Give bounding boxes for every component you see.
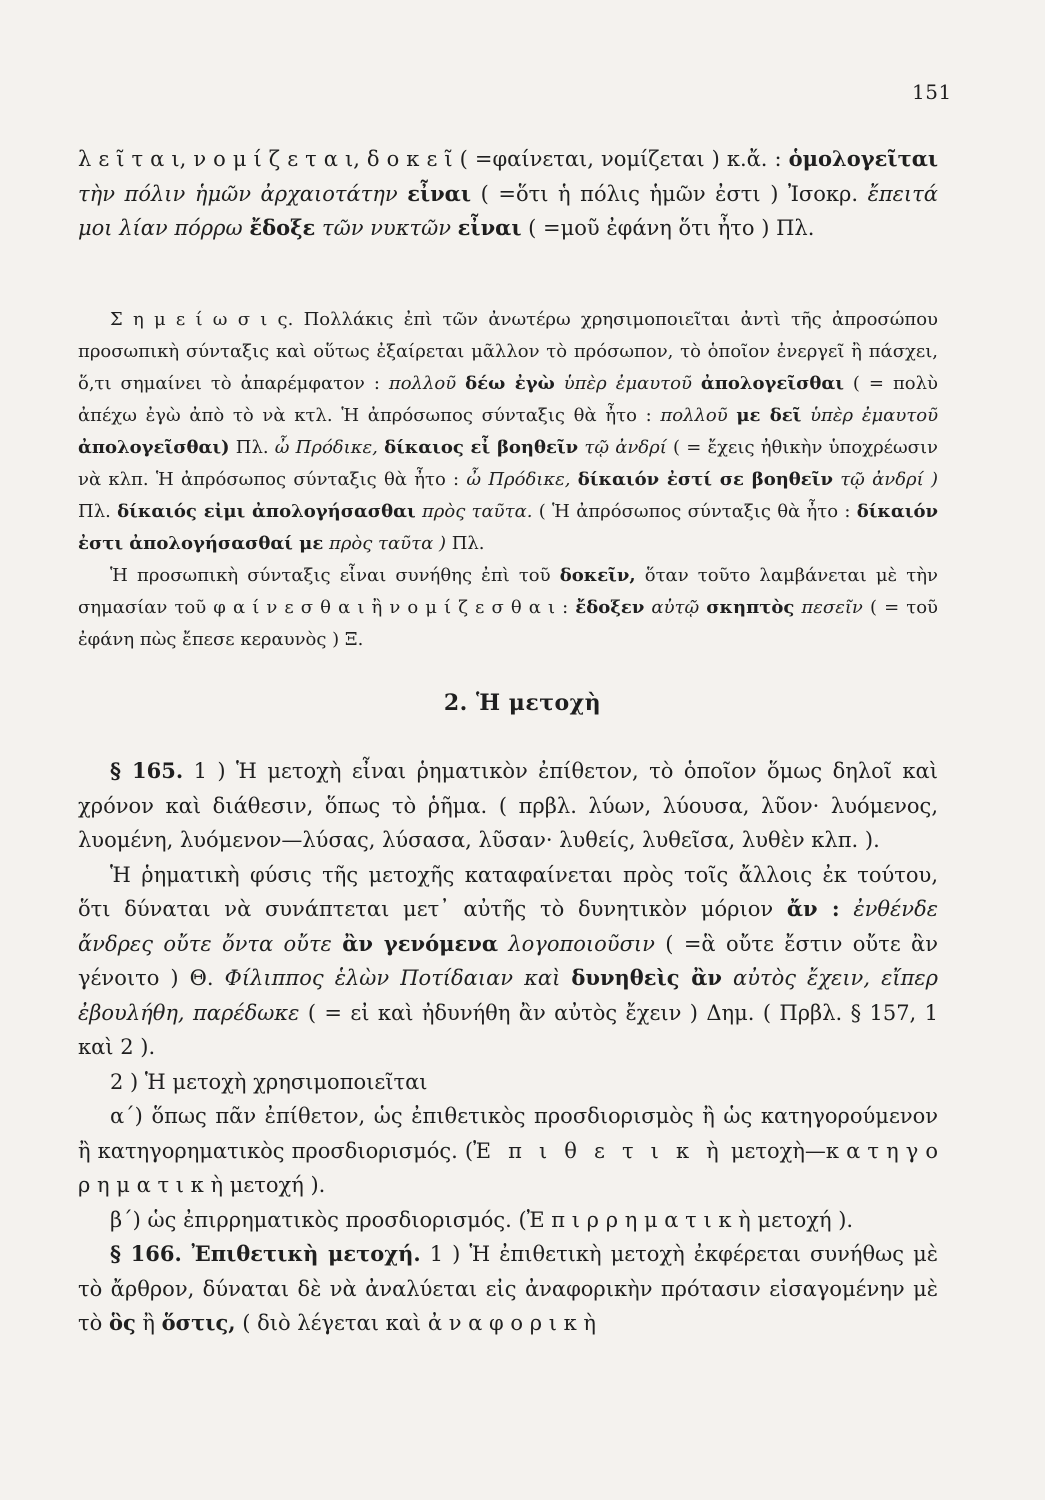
example-text: ὑπὲρ ἐμαυτοῦ [554,373,701,394]
example-text: ὦ Πρόδικε, [274,437,385,458]
s165-paragraph-2 [78,858,938,1065]
text-span: ( =ἃ οὔτε ἔστιν οὔτε ἂν γένοιτο ) Θ. [78,931,938,990]
bold-word: δέω ἐγὼ [465,373,555,394]
text-span: 2 ) Ἡ μετοχὴ χρησιμοποιεῖται [110,1069,428,1094]
bold-word: δυνηθεὶς ἂν [571,965,722,990]
text-span: ἢ [364,597,390,618]
text-span: ἢ [135,1311,162,1335]
example-text: Φίλιππος ἑλὼν Ποτίδαιαν καὶ [224,966,572,990]
text-span: ( =φαίνεται, νομίζεται ) κ.ἄ. : [452,147,782,171]
top-paragraph [78,142,938,246]
spaced-word: Ἐ π ι ρ ρ η μ α τ ι κ ὴ [526,1207,751,1232]
bold-word: δοκεῖν, [559,565,636,586]
spaced-word: ἀ ν α φ ο ρ ι κ ὴ [427,1311,597,1335]
text-span: ( = ἔχεις ἠθικὴν ὑποχρέωσιν νὰ κλπ. Ἡ ἀπρόσωπος σύνταξις θὰ ἦτο : [78,437,938,490]
text-span: : [555,597,576,618]
text-span: Πλ. [78,501,118,522]
example-text: ἐνθένδε ἄνδρες οὔτε ὄντα οὔτε [78,897,938,956]
section-165 [78,754,938,1341]
example-text: ὦ Πρόδικε, [466,469,578,490]
bold-word: ὁμολογεῖται [788,146,939,171]
s165-paragraph-4 [78,1099,938,1203]
example-text: τῷ ἀνδρί ) [832,469,938,490]
example-text: τῶν νυκτῶν [315,216,458,240]
text-span: β΄) ὡς ἐπιρρηματικὸς προσδιορισμός. ( [110,1207,527,1232]
text-span: ( διὸ λέγεται καὶ [235,1311,428,1335]
example-text: ἔπειτά μοι λίαν πόρρω [78,181,938,240]
text-span: ( = εἰ καὶ ἠδυνήθη ἂν αὐτὸς ἔχειν ) Δημ. ( Πρβλ. § 157, 1 καὶ 2 ). [78,1000,938,1059]
note-paragraph-2 [78,560,938,656]
bold-word: δίκαιος εἶ βοηθεῖν [384,437,579,458]
bold-word: ἄν : [786,896,840,921]
paragraph-mark: § 166. [110,1241,182,1266]
example-text: πρὸς ταῦτα ) [323,533,446,554]
example-text: πολλοῦ [660,405,737,426]
spaced-word: κ α τ η γ ο ρ η μ α τ ι κ ὴ [78,1138,938,1197]
text-span: Πλ. [229,437,275,458]
bold-word: ὃς [108,1310,136,1335]
text-span: ἐφάνη ὅτι ἦτο ) Πλ. [606,216,815,240]
spaced-word: Ἐ π ι θ ε τ ι κ ὴ [473,1138,724,1163]
bold-word: εἶναι [407,180,472,206]
example-text: ὑπὲρ ἐμαυτοῦ [801,405,939,426]
example-text: λογοποιοῦσιν [497,931,655,956]
bold-word: ἔδοξε [249,215,316,240]
bold-word: ἀπολογεῖσθαι [700,373,844,394]
bold-word: ἔδοξεν [575,597,645,618]
page-number: 151 [912,80,952,104]
section-title: Ἐπιθετικὴ μετοχή. [181,1241,421,1266]
example-text: αὐτῷ [644,597,707,618]
example-text: πρὸς ταῦτα. [415,501,533,522]
text-span: Πλ. [445,533,485,554]
text-span: α΄) ὅπως πᾶν ἐπίθετον, ὡς ἐπιθετικὸς προσδιορισμὸς ἢ ὡς κατηγορούμενον ἢ κατηγορηματικὸς προσδιορισμός. ( [78,1104,938,1163]
text-span: 1 ) Ἡ μετοχὴ εἶναι ῥηματικὸν ἐπίθετον, τὸ ὁποῖον ὅμως δηλοῖ καὶ χρόνον καὶ διάθεσιν, ὅπως τὸ ῥῆμα. ( πρβλ. λύων, λύουσα, λῦον· λυόμενος, λυομένη, λυόμενον—λύσας, λύσασα, λῦσαν· λυθείς, λυθεῖσα, λυθὲν κλπ. ). [78,759,938,852]
text-span: μετοχή ). [223,1173,326,1197]
bold-word: δίκαιόν ἐστί σε βοηθεῖν [577,469,833,490]
bold-word: εἶναι [457,215,522,240]
example-text: αὐτὸς ἔχειν, εἴπερ ἐβουλήθη, παρέδωκε [78,966,938,1025]
s166-paragraph [78,1237,938,1341]
spaced-word: ν ο μ ί ζ ε σ θ α ι [389,597,556,618]
text-span: Ἡ ῥηματικὴ φύσις τῆς μετοχῆς καταφαίνεται πρὸς τοῖς ἄλλοις ἐκ τούτου, ὅτι δύναται νὰ συνάπτεται μετ᾽ αὐτῆς τὸ δυνητικὸν μόριον [78,862,938,921]
example-text: τὴν πόλιν ἡμῶν ἀρχαιοτάτην [78,181,408,206]
paragraph-mark: § 165. [110,758,184,783]
text-span: ( =ὅτι ἡ πόλις ἡμῶν [471,181,706,206]
section-heading: 2. Ἡ μετοχὴ [443,690,602,716]
text-span: ὅταν τοῦτο λαμβάνεται μὲ τὴν σημασίαν τοῦ [78,565,938,618]
text-span: Ἡ προσωπικὴ σύνταξις εἶναι συνήθης ἐπὶ τοῦ [110,565,560,586]
text-span: ( = τοῦ ἐφάνη πὼς ἔπεσε κεραυνὸς ) Ξ. [78,597,938,650]
text-span: Πολλάκις ἐπὶ τῶν ἀνωτέρω χρησιμοποιεῖται ἀντὶ τῆς ἀπροσώπου προσωπικὴ σύνταξις καὶ οὕτως ἐξαίρεται μᾶλλον τὸ πρόσωπον, τὸ ὁποῖον ἐνεργεῖ ἢ πάσχει, ὅ,τι σημαίνει τὸ ἀπαρέμφατον : [78,309,938,394]
bold-word: ἀπολογεῖσθαι) [78,437,230,458]
text-span: μετοχὴ— [723,1138,826,1163]
text-span: ( Ἡ ἀπρόσωπος σύνταξις θὰ ἦτο : [532,501,857,522]
bold-word: δίκαιόν ἐστι ἀπολογήσασθαί με [78,501,938,554]
bold-word: δίκαιός εἰμι ἀπολογήσασθαι [117,501,416,522]
bold-word: ἂν γενόμενα [342,930,498,956]
s165-paragraph-1 [78,754,938,858]
text-span: μετοχή ). [750,1207,854,1232]
example-text: πολλοῦ [388,373,466,394]
top-paragraph-text [78,142,938,246]
spaced-word: φ α ί ν ε σ θ α ι [213,597,365,618]
note-paragraph-1 [78,304,938,560]
text-span: ( =μοῦ [521,216,600,240]
s165-paragraph-3 [78,1065,938,1100]
bold-word: ὅστις, [161,1310,236,1335]
note-label: Σ η μ ε ί ω σ ι ς. [110,309,294,330]
text-span: 1 ) Ἡ ἐπιθετικὴ μετοχὴ ἐκφέρεται συνήθως μὲ τὸ ἄρθρον, δύναται δὲ νὰ ἀναλύεται εἰς ἀναφορικὴν πρότασιν εἰσαγομένην μὲ τὸ [78,1242,938,1335]
bold-word: σκηπτὸς [706,597,795,618]
spaced-verbs: λ ε ῖ τ α ι, ν ο μ ί ζ ε τ α ι, δ ο κ ε ῖ [78,147,453,171]
bold-word: με δεῖ [736,405,802,426]
s165-paragraph-5 [78,1203,938,1238]
note-block [78,304,938,656]
example-text: πεσεῖν [794,597,863,618]
text-span: ἐστι ) Ἰσοκρ. [715,181,868,206]
text-span: ( = πολὺ ἀπέχω ἐγὼ ἀπὸ τὸ νὰ κτλ. Ἡ ἀπρόσωπος σύνταξις θὰ ἦτο : [78,373,938,426]
example-text: τῷ ἀνδρί [578,437,667,458]
